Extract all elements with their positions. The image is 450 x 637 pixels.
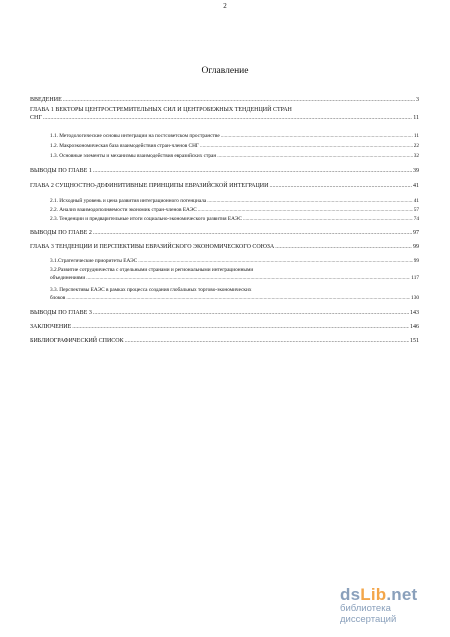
toc-entry-page: 22 — [413, 143, 419, 149]
toc-entry-title: ВВЕДЕНИЕ — [30, 97, 62, 103]
dot-leader — [200, 142, 413, 150]
dot-leader — [269, 182, 412, 190]
toc-entry-page: 39 — [413, 168, 419, 174]
toc-entry-title-line1: 3.3. Перспективы ЕАЭС в рамках процесса создания глобальных торгово-экономических — [50, 287, 252, 293]
toc-entry-page: 143 — [410, 310, 419, 316]
toc-entry-page: 117 — [411, 275, 419, 281]
toc-entry-title-line1: ГЛАВА 1 ВЕКТОРЫ ЦЕНТРОСТРЕМИТЕЛЬНЫХ СИЛ И ЦЕНТРОБЕЖНЫХ ТЕНДЕНЦИЙ СТРАН — [30, 107, 292, 113]
toc-entry-page: 99 — [413, 244, 419, 250]
toc-entry-intro[interactable] — [30, 96, 419, 104]
toc-entry-title: ВЫВОДЫ ПО ГЛАВЕ 2 — [30, 230, 92, 236]
toc-entry-page: 74 — [413, 216, 419, 222]
toc-entry-title: ВЫВОДЫ ПО ГЛАВЕ 1 — [30, 168, 92, 174]
toc-entry-title: ГЛАВА 3 ТЕНДЕНЦИИ И ПЕРСПЕКТИВЫ ЕВРАЗИЙСКОГО ЭКОНОМИЧЕСКОГО СОЮЗА — [30, 244, 275, 250]
toc-entry-title-line2: блоков — [50, 295, 66, 301]
toc-entry-section-2-2[interactable] — [50, 206, 419, 214]
toc-entry-page: 41 — [413, 183, 419, 189]
toc-entry-title: 1.2. Макроэкономическая база взаимодействия стран-членов СНГ — [50, 143, 199, 149]
toc-entry-section-3-1[interactable] — [50, 257, 419, 265]
toc-entry-title: ГЛАВА 2 СУЩНОСТНО-ДЕФИНИТИВНЫЕ ПРИНЦИПЫ ЕВРАЗИЙСКОЙ ИНТЕГРАЦИИ — [30, 183, 269, 189]
toc-entry-chapter-2[interactable] — [30, 182, 419, 190]
toc-entry-title: 3.1.Стратегические приоритеты ЕАЭС — [50, 258, 138, 264]
toc-entry-bibliography[interactable] — [30, 337, 419, 345]
dot-leader — [86, 274, 410, 282]
toc-entry-section-2-3[interactable] — [50, 215, 419, 223]
dot-leader — [243, 215, 413, 223]
toc-entry-page: 99 — [413, 258, 419, 264]
toc-entry-title: 1.3. Основные элементы и механизмы взаимодействия евразийских стран — [50, 153, 217, 159]
toc-entry-title: 2.2. Анализ взаимодополняемости экономик стран-членов ЕАЭС — [50, 207, 197, 213]
toc-entry-page: 11 — [413, 133, 419, 139]
toc-entry-title-line2: объединениями — [50, 275, 86, 281]
toc-entry-conclusions-2[interactable] — [30, 229, 419, 237]
toc-entry-title: 2.1. Исходный уровень и цена развития интеграционного потенциала — [50, 198, 207, 204]
toc-entry-section-1-1[interactable] — [50, 132, 419, 140]
dot-leader — [198, 206, 413, 214]
toc-entry-section-1-3[interactable] — [50, 152, 419, 160]
dot-leader — [72, 323, 409, 331]
dot-leader — [125, 337, 409, 345]
page-number: 2 — [223, 2, 227, 10]
toc-title: Оглавление — [201, 66, 249, 76]
toc-entry-page: 97 — [413, 230, 419, 236]
toc-entry-page: 146 — [410, 324, 419, 330]
toc-entry-conclusions-1[interactable] — [30, 167, 419, 175]
toc-entry-chapter-1[interactable] — [30, 106, 419, 122]
dot-leader — [43, 114, 412, 122]
dot-leader — [138, 257, 413, 265]
watermark-brand-lib: Lib — [360, 585, 387, 604]
toc-entry-title: 2.3. Тенденции и предварительные итоги социально-экономического развития ЕАЭС — [50, 216, 242, 222]
dot-leader — [93, 229, 412, 237]
toc-entry-page: 32 — [413, 153, 419, 159]
watermark-brand — [340, 585, 444, 605]
toc-entry-section-2-1[interactable] — [50, 197, 419, 205]
toc-entry-conclusions-3[interactable] — [30, 309, 419, 317]
toc-entry-page: 130 — [411, 295, 419, 301]
watermark-brand-ds: ds — [340, 585, 361, 604]
dot-leader — [275, 243, 412, 251]
toc-entry-page: 11 — [413, 115, 419, 121]
toc-entry-section-1-2[interactable] — [50, 142, 419, 150]
dot-leader — [63, 96, 415, 104]
dot-leader — [221, 132, 413, 140]
toc-entry-conclusion[interactable] — [30, 323, 419, 331]
toc-entry-chapter-3[interactable] — [30, 243, 419, 251]
dot-leader — [217, 152, 412, 160]
watermark-subtitle: библиотека диссертаций — [340, 603, 397, 625]
dot-leader — [93, 309, 409, 317]
toc-entry-title: БИБЛИОГРАФИЧЕСКИЙ СПИСОК — [30, 338, 124, 344]
dslib-watermark-logo — [340, 585, 444, 625]
toc-entry-page: 57 — [413, 207, 419, 213]
toc-entry-title: 1.1. Методологические основы интеграции на постсоветском пространстве — [50, 133, 220, 139]
toc-entry-page: 3 — [416, 97, 419, 103]
dot-leader — [93, 167, 412, 175]
toc-entry-section-3-3[interactable] — [50, 286, 419, 302]
toc-entry-page: 151 — [410, 338, 419, 344]
dot-leader — [207, 197, 412, 205]
toc-entry-title: ЗАКЛЮЧЕНИЕ — [30, 324, 72, 330]
dot-leader — [66, 294, 410, 302]
toc-entry-title-line2: СНГ — [30, 115, 42, 121]
toc-entry-title: ВЫВОДЫ ПО ГЛАВЕ 3 — [30, 310, 92, 316]
toc-entry-title-line1: 3.2.Развитие сотрудничества с отдельными странами и региональными интеграционными — [50, 267, 254, 273]
toc-entry-section-3-2[interactable] — [50, 266, 419, 282]
watermark-brand-net: .net — [386, 585, 418, 604]
toc-entry-page: 41 — [413, 198, 419, 204]
